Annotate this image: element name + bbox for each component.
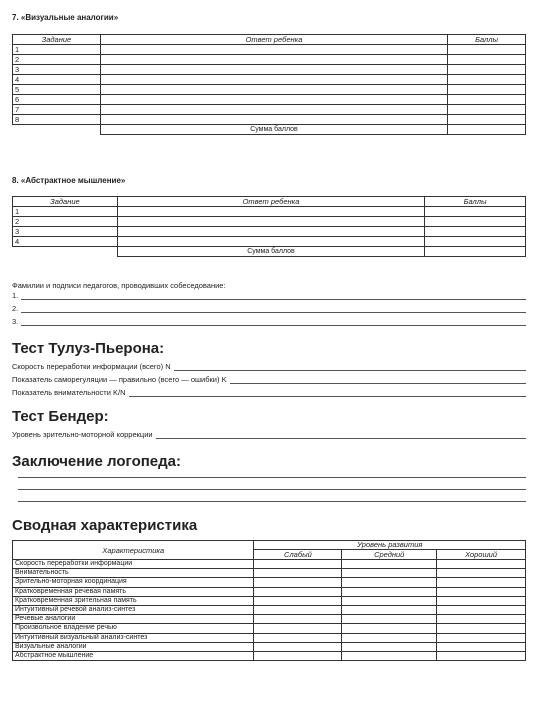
toulouse-line-3[interactable]	[12, 388, 526, 397]
teacher-num-3: 3.	[12, 317, 19, 326]
score-cell[interactable]	[448, 105, 526, 115]
section8-header-task: Задание	[13, 197, 118, 207]
table-row	[13, 85, 526, 95]
score-cell[interactable]	[448, 55, 526, 65]
section8-table	[12, 196, 526, 257]
level-cell[interactable]	[342, 606, 437, 615]
score-cell[interactable]	[448, 95, 526, 105]
sum-score-cell[interactable]	[425, 247, 526, 257]
level-cell[interactable]	[437, 606, 526, 615]
characteristic-label: Визуальные аналогии	[13, 642, 254, 651]
toulouse-title: Тест Тулуз-Пьерона:	[12, 340, 165, 357]
table-row	[13, 633, 526, 642]
summary-header-medium: Средний	[342, 550, 437, 560]
table-row	[13, 560, 526, 569]
table-row	[13, 227, 526, 237]
summary-header-weak: Слабый	[254, 550, 342, 560]
level-cell[interactable]	[254, 633, 342, 642]
logoped-line-2[interactable]	[18, 489, 526, 490]
summary-table	[12, 540, 526, 661]
task-number: 5	[13, 85, 101, 95]
section7-header-answer: Ответ ребенка	[100, 35, 447, 45]
logoped-title: Заключение логопеда:	[12, 453, 182, 470]
task-number: 4	[13, 75, 101, 85]
level-cell[interactable]	[437, 652, 526, 661]
table-row	[13, 75, 526, 85]
score-cell[interactable]	[448, 115, 526, 125]
score-cell[interactable]	[448, 65, 526, 75]
score-cell[interactable]	[448, 85, 526, 95]
task-number: 1	[13, 45, 101, 55]
table-row	[13, 95, 526, 105]
level-cell[interactable]	[342, 587, 437, 596]
level-cell[interactable]	[437, 569, 526, 578]
sum-label: Сумма баллов	[117, 247, 424, 257]
level-cell[interactable]	[254, 587, 342, 596]
level-cell[interactable]	[254, 652, 342, 661]
table-row	[13, 606, 526, 615]
task-number: 7	[13, 105, 101, 115]
characteristic-label: Абстрактное мышление	[13, 652, 254, 661]
level-cell[interactable]	[437, 578, 526, 587]
toulouse-label-2: Показатель саморегуляции — правильно (всего — ошибки) K	[12, 375, 227, 384]
level-cell[interactable]	[437, 642, 526, 651]
characteristic-label: Зрительно-моторная координация	[13, 578, 254, 587]
table-row	[13, 578, 526, 587]
table-row	[13, 207, 526, 217]
score-cell[interactable]	[425, 217, 526, 227]
level-cell[interactable]	[342, 560, 437, 569]
table-row	[13, 642, 526, 651]
sum-score-cell[interactable]	[448, 125, 526, 135]
summary-header-good: Хороший	[437, 550, 526, 560]
table-row	[13, 65, 526, 75]
level-cell[interactable]	[342, 624, 437, 633]
table-row	[13, 237, 526, 247]
section8-header-answer: Ответ ребенка	[117, 197, 424, 207]
characteristic-label: Скорость переработки информации	[13, 560, 254, 569]
toulouse-label-3: Показатель внимательности K/N	[12, 388, 126, 397]
toulouse-line-2[interactable]	[12, 375, 526, 384]
table-row	[13, 587, 526, 596]
characteristic-label: Интуитивный визуальный анализ-синтез	[13, 633, 254, 642]
sum-row	[13, 125, 526, 135]
level-cell[interactable]	[254, 578, 342, 587]
table-row	[13, 596, 526, 605]
answer-cell[interactable]	[100, 75, 447, 85]
characteristic-label: Кратковременная речевая память	[13, 587, 254, 596]
level-cell[interactable]	[254, 642, 342, 651]
section7-table	[12, 34, 526, 135]
task-number: 3	[13, 227, 118, 237]
bender-label: Уровень зрительно-моторной коррекции	[12, 430, 153, 439]
level-cell[interactable]	[437, 624, 526, 633]
level-cell[interactable]	[254, 615, 342, 624]
answer-cell[interactable]	[100, 105, 447, 115]
table-row	[13, 615, 526, 624]
table-row	[13, 115, 526, 125]
score-cell[interactable]	[425, 207, 526, 217]
level-cell[interactable]	[342, 615, 437, 624]
summary-header-level: Уровень развития	[254, 541, 526, 550]
characteristic-label: Речевые аналогии	[13, 615, 254, 624]
section8-title: 8. «Абстрактное мышление»	[12, 176, 126, 185]
logoped-line-3[interactable]	[18, 501, 526, 502]
level-cell[interactable]	[437, 633, 526, 642]
bender-title: Тест Бендер:	[12, 408, 109, 425]
table-row	[13, 55, 526, 65]
table-row	[13, 45, 526, 55]
answer-cell[interactable]	[117, 227, 424, 237]
task-number: 8	[13, 115, 101, 125]
level-cell[interactable]	[437, 587, 526, 596]
table-row	[13, 652, 526, 661]
toulouse-label-1: Скорость переработки информации (всего) N	[12, 362, 171, 371]
score-cell[interactable]	[448, 75, 526, 85]
task-number: 6	[13, 95, 101, 105]
level-cell[interactable]	[254, 596, 342, 605]
task-number: 2	[13, 55, 101, 65]
table-row	[13, 569, 526, 578]
level-cell[interactable]	[342, 578, 437, 587]
answer-cell[interactable]	[117, 217, 424, 227]
table-row	[13, 624, 526, 633]
answer-cell[interactable]	[100, 115, 447, 125]
level-cell[interactable]	[254, 560, 342, 569]
task-number: 4	[13, 237, 118, 247]
answer-cell[interactable]	[100, 95, 447, 105]
level-cell[interactable]	[254, 624, 342, 633]
table-row	[13, 105, 526, 115]
level-cell[interactable]	[342, 642, 437, 651]
section7-header-task: Задание	[13, 35, 101, 45]
level-cell[interactable]	[437, 596, 526, 605]
toulouse-line-1[interactable]	[12, 362, 526, 371]
level-cell[interactable]	[254, 606, 342, 615]
teacher-line-3[interactable]	[12, 317, 526, 326]
score-cell[interactable]	[425, 227, 526, 237]
teacher-line-1[interactable]	[12, 291, 526, 300]
level-cell[interactable]	[342, 596, 437, 605]
bender-line[interactable]	[12, 430, 526, 439]
task-number: 3	[13, 65, 101, 75]
level-cell[interactable]	[437, 615, 526, 624]
answer-cell[interactable]	[117, 207, 424, 217]
task-number: 2	[13, 217, 118, 227]
answer-cell[interactable]	[117, 237, 424, 247]
characteristic-label: Интуитивный речевой анализ-синтез	[13, 606, 254, 615]
summary-title: Сводная характеристика	[12, 517, 198, 534]
section8-header-score: Баллы	[425, 197, 526, 207]
level-cell[interactable]	[254, 569, 342, 578]
section7-header-score: Баллы	[448, 35, 526, 45]
answer-cell[interactable]	[100, 65, 447, 75]
section7-title: 7. «Визуальные аналогии»	[12, 13, 119, 22]
teacher-line-2[interactable]	[12, 304, 526, 313]
answer-cell[interactable]	[100, 55, 447, 65]
level-cell[interactable]	[342, 652, 437, 661]
teacher-num-2: 2.	[12, 304, 19, 313]
answer-cell[interactable]	[100, 45, 447, 55]
level-cell[interactable]	[437, 560, 526, 569]
answer-cell[interactable]	[100, 85, 447, 95]
characteristic-label: Произвольное владение речью	[13, 624, 254, 633]
characteristic-label: Внимательность	[13, 569, 254, 578]
teachers-label: Фамилии и подписи педагогов, проводивших собеседование:	[12, 281, 226, 290]
sum-row	[13, 247, 526, 257]
task-number: 1	[13, 207, 118, 217]
score-cell[interactable]	[425, 237, 526, 247]
characteristic-label: Кратковременная зрительная память	[13, 596, 254, 605]
level-cell[interactable]	[342, 633, 437, 642]
level-cell[interactable]	[342, 569, 437, 578]
sum-label: Сумма баллов	[100, 125, 447, 135]
logoped-line-1[interactable]	[18, 477, 526, 478]
table-row	[13, 217, 526, 227]
score-cell[interactable]	[448, 45, 526, 55]
teacher-num-1: 1.	[12, 291, 19, 300]
summary-header-char: Характеристика	[13, 541, 254, 560]
